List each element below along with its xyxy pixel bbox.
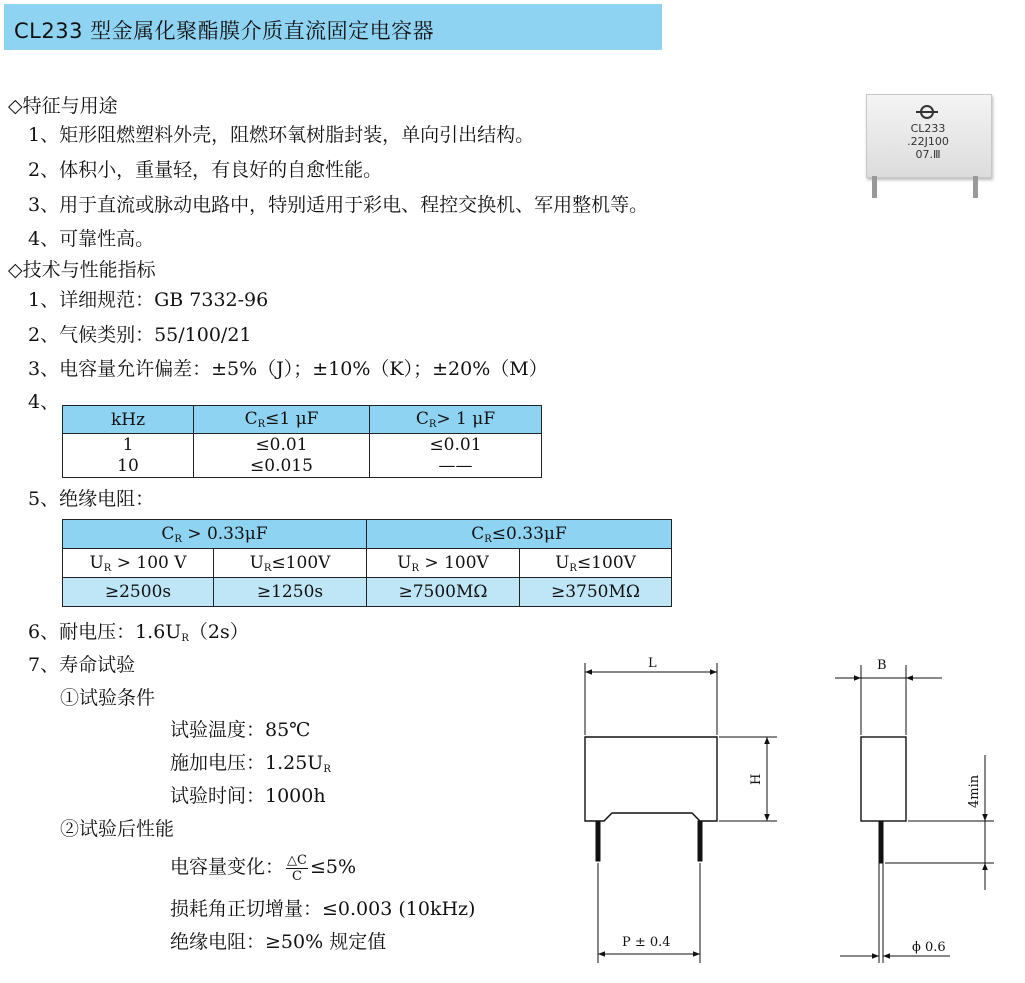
loss-increment: 损耗角正切增量：≤0.003 (10kHz): [170, 898, 476, 920]
loss-cell-v2: ≤0.01: [370, 434, 542, 456]
features-heading: ◇特征与用途: [8, 95, 118, 117]
dimension-drawing: [570, 645, 1010, 975]
spec-item-6: 6、耐电压：$1.6U_R(2s)$: [28, 621, 249, 644]
loss-cell-v2: ——: [370, 456, 542, 478]
capacitance-change: 电容量变化： $\frac{\triangle C}{C}$ ≤5%: [170, 852, 357, 884]
loss-header-col1: $C_R\le 1$ μF: [194, 406, 370, 434]
loss-header-col2: $C_R> 1$ μF: [370, 406, 542, 434]
label-diameter: ϕ 0.6: [912, 940, 946, 955]
ir-sub-2: $U_R\le 100V$: [214, 549, 367, 578]
loss-tangent-table: [62, 405, 542, 478]
ir-value-2: ≥1250s: [214, 578, 367, 607]
loss-header-freq: kHz: [63, 406, 194, 434]
spec-item-5: 5、绝缘电阻：: [28, 488, 155, 510]
table-row: [63, 456, 542, 478]
test-voltage: 施加电压：$1.25U_R$: [170, 752, 331, 775]
feature-item-4: 4、可靠性高。: [28, 228, 155, 250]
label-l: L: [648, 656, 657, 671]
spec-item-1: 1、详细规范：GB 7332-96: [28, 289, 269, 311]
spec-item-3: 3、电容量允许偏差：±5%（J）；±10%（K）；±20%（M）: [28, 358, 548, 380]
ir-sub-4: $U_R\le 100V$: [520, 549, 672, 578]
test-time: 试验时间：1000h: [170, 785, 326, 807]
spec-item-4-prefix: 4、: [28, 391, 60, 413]
ir-sub-3: $U_R > 100V$: [367, 549, 520, 578]
delta-c-fraction: $\frac{\triangle C}{C}$: [287, 852, 307, 884]
capacitor-logo-icon: [916, 104, 938, 120]
product-photo: [860, 92, 992, 202]
label-b: B: [877, 658, 887, 673]
loss-cell-v1: ≤0.01: [194, 434, 370, 456]
label-4min: 4min: [967, 774, 982, 808]
ir-value-4: ≥3750MΩ: [520, 578, 672, 607]
test-conditions-heading: ①试验条件: [60, 687, 156, 709]
ir-value-1: ≥2500s: [63, 578, 214, 607]
label-p: P ± 0.4: [622, 935, 671, 950]
spec-item-7: 7、寿命试验: [28, 654, 136, 676]
ir-group-1: $C_R > 0.33\mu F$: [63, 520, 367, 549]
specs-heading: ◇技术与性能指标: [8, 259, 156, 281]
spec-item-2: 2、气候类别：55/100/21: [28, 324, 252, 346]
ir-sub-1: $U_R > 100$ V: [63, 549, 214, 578]
after-test-heading: ②试验后性能: [60, 818, 175, 840]
feature-item-3: 3、用于直流或脉动电路中，特别适用于彩电、程控交换机、军用整机等。: [28, 194, 649, 216]
after-insulation-resistance: 绝缘电阻：≥50% 规定值: [170, 931, 387, 953]
title-bar: [4, 4, 662, 50]
product-marking-3: 07.Ⅲ: [915, 148, 941, 161]
feature-item-1: 1、矩形阻燃塑料外壳，阻燃环氧树脂封装，单向引出结构。: [28, 124, 535, 146]
loss-cell-freq: 10: [63, 456, 194, 478]
ir-group-2: $C_R\le 0.33\mu F$: [367, 520, 672, 549]
feature-item-2: 2、体积小，重量轻，有良好的自愈性能。: [28, 159, 383, 181]
label-h: H: [749, 773, 764, 785]
product-marking-1: CL233: [910, 122, 946, 135]
loss-cell-v1: ≤0.015: [194, 456, 370, 478]
table-row: [63, 434, 542, 456]
loss-cell-freq: 1: [63, 434, 194, 456]
page-title: CL233 型金属化聚酯膜介质直流固定电容器: [14, 19, 435, 43]
insulation-resistance-table: [62, 519, 672, 607]
ir-value-3: ≥7500MΩ: [367, 578, 520, 607]
product-marking-2: .22J100: [907, 135, 949, 148]
test-temperature: 试验温度：85℃: [170, 719, 311, 741]
